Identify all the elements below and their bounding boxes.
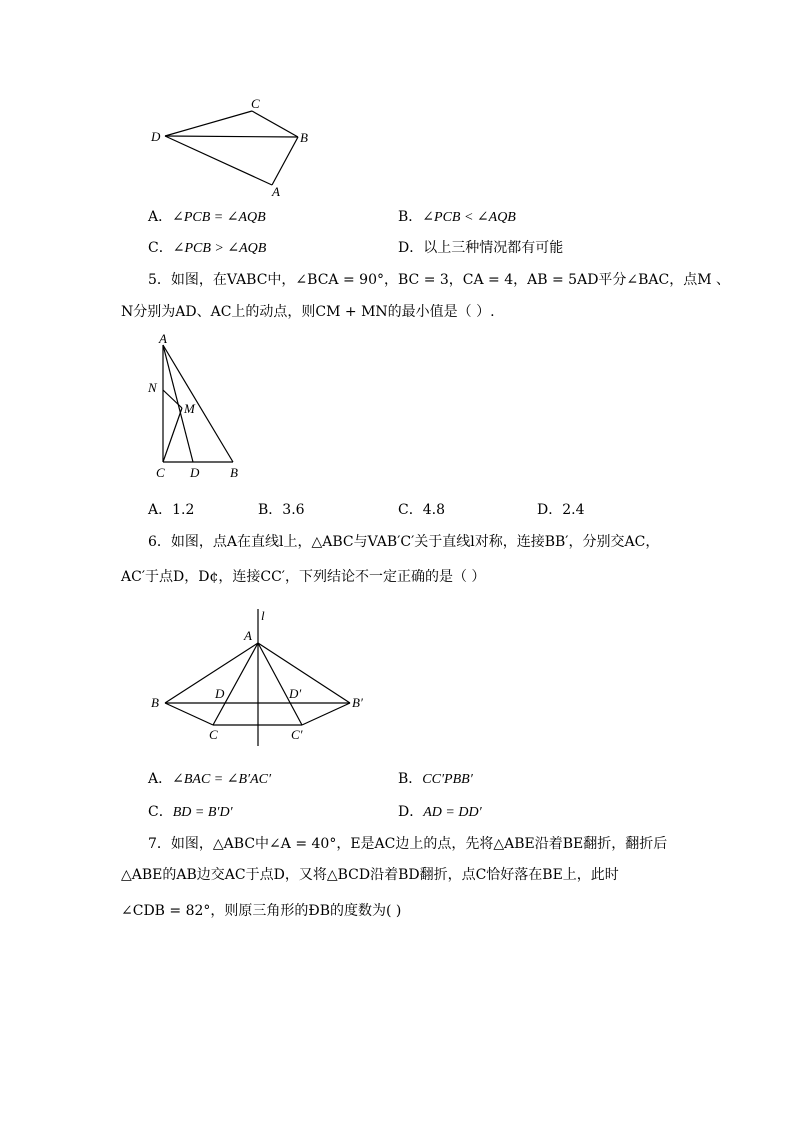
edge-ab-prime <box>258 643 350 703</box>
edge-ac-prime <box>258 643 302 725</box>
q6-option-a-tag: A． <box>148 771 173 787</box>
q6-stem-line2: AC′于点D，D¢，连接CC′，下列结论不一定正确的是（ ） <box>121 569 486 585</box>
label-m: M <box>184 401 195 416</box>
q7-stem-line3: ∠CDB = 82°，则原三角形的ÐB的度数为( ) <box>121 903 402 919</box>
q6-option-d[interactable] <box>398 801 482 821</box>
label-b: B <box>230 465 238 480</box>
q4-option-c-tag: C． <box>148 240 173 256</box>
q5-option-c-text: 4.8 <box>422 502 445 518</box>
label-n: N <box>148 380 157 395</box>
q5-option-d-tag: D． <box>537 502 563 518</box>
edge-bc <box>165 703 213 725</box>
q6-option-a[interactable] <box>148 768 271 788</box>
q6-option-b-text: CC′PBB′ <box>422 772 473 787</box>
q5-stem-line2: N分别为AD、AC上的动点，则CM + MN的最小值是（ ）. <box>121 304 495 320</box>
q6-option-b-tag: B． <box>398 771 423 787</box>
q4-option-b-tag: B． <box>398 209 423 225</box>
q4-option-a-text: ∠PCB = ∠AQB <box>172 210 266 225</box>
q6-option-c-tag: C． <box>148 804 173 820</box>
label-l: l <box>261 608 265 623</box>
q5-option-a-tag: A． <box>148 502 173 518</box>
label-d: D <box>190 465 200 480</box>
q6-option-c-text: BD = B′D′ <box>172 805 233 820</box>
label-b: B <box>300 130 308 145</box>
label-a: A <box>159 331 167 346</box>
q7-stem-line1: 7．如图，△ABC中∠A = 40°，E是AC边上的点，先将△ABE沿着BE翻折，翻折后 <box>148 836 668 852</box>
q6-option-b[interactable] <box>398 768 473 788</box>
q5-option-c-tag: C． <box>398 502 423 518</box>
q6-option-d-text: AD = DD′ <box>423 805 482 820</box>
q4-option-a-tag: A． <box>148 209 173 225</box>
q4-option-d-text: 以上三种情况都有可能 <box>423 240 564 256</box>
q6-option-c[interactable] <box>148 801 233 821</box>
label-d-prime: D′ <box>289 686 302 701</box>
q4-option-d-tag: D． <box>398 240 424 256</box>
q6-option-a-text: ∠BAC = ∠B′AC′ <box>172 772 272 787</box>
q5-option-d-text: 2.4 <box>562 502 585 518</box>
label-c: C <box>251 96 260 111</box>
label-a: A <box>272 184 280 199</box>
q5-option-a-text: 1.2 <box>172 502 195 518</box>
q6-stem-line1: 6．如图，点A在直线l上，△ABC与VAB′C′关于直线l对称，连接BB′，分别交AC， <box>148 534 660 550</box>
label-d: D <box>215 686 225 701</box>
label-c-prime: C′ <box>291 727 303 742</box>
q4-option-c-text: ∠PCB > ∠AQB <box>172 241 267 256</box>
q6-option-d-tag: D． <box>398 804 424 820</box>
edge-ac <box>213 643 258 725</box>
q5-stem-line1: 5．如图，在VABC中，∠BCA = 90°，BC = 3，CA = 4，AB = 5AD平分∠BAC，点M 、 <box>148 272 731 288</box>
q5-option-b-tag: B． <box>258 502 283 518</box>
q7-stem-line2: △ABE的AB边交AC于点D，又将△BCD沿着BD翻折，点C恰好落在BE上，此时 <box>121 867 619 883</box>
label-b-prime: B′ <box>352 695 363 710</box>
label-b: B <box>151 695 159 710</box>
q4-option-b-text: ∠PCB < ∠AQB <box>422 210 516 225</box>
label-c: C <box>209 727 218 742</box>
q5-option-b-text: 3.6 <box>282 502 305 518</box>
label-c: C <box>156 465 165 480</box>
label-d: D <box>151 129 161 144</box>
edge-b-prime-c-prime <box>302 703 350 725</box>
label-a: A <box>244 628 252 643</box>
edge-ab <box>165 643 258 703</box>
